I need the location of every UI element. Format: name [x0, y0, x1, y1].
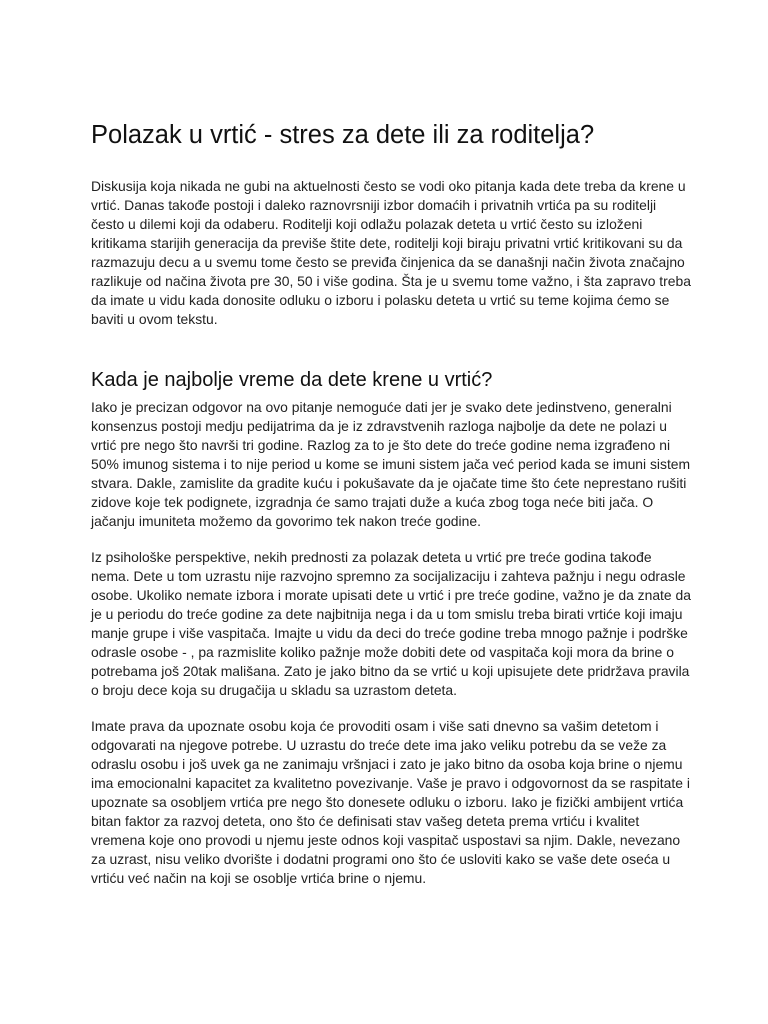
page-title: Polazak u vrtić - stres za dete ili za roditelja?	[91, 121, 595, 149]
section-heading: Kada je najbolje vreme da dete krene u vrtić?	[91, 369, 493, 391]
section-paragraph-2: Iz psihološke perspektive, nekih prednosti za polazak deteta u vrtić pre treće godina takođe nema. Dete u tom uzrastu nije razvojno spremno za socijalizaciju i zahteva pažnju i negu odrasle osobe. Ukoliko nemate izbora i morate upisati dete u vrtić i pre treće godine, važno je da znate da je u periodu do treće godine za dete najbitnija nega i da u tom smislu treba birati vrtiće koji imaju manje grupe i više vaspitača. Imajte u vidu da deci do treće godine treba mnogo pažnje i podrške odrasle osobe - , pa razmislite koliko pažnje može dobiti dete od vaspitača koji mora da brine o potrebama još 20tak mališana. Zato je jako bitno da se vrtić u koji upisujete dete pridržava pravila o broju dece koja su drugačija u skladu sa uzrastom deteta.	[91, 549, 691, 698]
section-paragraph-3: Imate prava da upoznate osobu koja će provoditi osam i više sati dnevno sa vašim detetom i odgovarati na njegove potrebe. U uzrastu do treće dete ima jako veliku potrebu da se veže za odraslu osobu i još uvek ga ne zanimaju vršnjaci i zato je jako bitno da osoba koja brine o njemu ima emocionalni kapacitet za kvalitetno povezivanje. Vaše je pravo i odgovornost da se raspitate i upoznate sa osobljem vrtića pre nego što donesete odluku o izboru. Iako je fizički ambijent vrtića bitan faktor za razvoj deteta, ono što će definisati stav vašeg deteta prema vrtiću i kvalitet vremena koje ono provodi u njemu jeste odnos koji vaspitač uspostavi sa njim. Dakle, nevezano za uzrast, nisu veliko dvorište i dodatni programi ono što će usloviti kako se vaše dete oseća u vrtiću već način na koji se osoblje vrtića brine o njemu.	[91, 718, 690, 886]
section-paragraph-1: Iako je precizan odgovor na ovo pitanje nemoguće dati jer je svako dete jedinstveno, generalni konsenzus postoji medju pedijatrima da je iz zdravstvenih razloga najbolje da dete ne polazi u vrtić pre nego što navrši tri godine. Razlog za to je što dete do treće godine nema izgrađeno ni 50% imunog sistema i to nije period u kome se imuni sistem jača već period kada se imuni sistem stvara. Dakle, zamislite da gradite kuću i pokušavate da je ojačate time što ćete neprestano rušiti zidove koje tek podignete, izgradnja će samo trajati duže a kuća zbog toga neće biti jača. O jačanju imuniteta možemo da govorimo tek nakon treće godine.	[91, 399, 691, 529]
intro-paragraph: Diskusija koja nikada ne gubi na aktuelnosti često se vodi oko pitanja kada dete treba da krene u vrtić. Danas takođe postoji i daleko raznovrsniji izbor domaćih i privatnih vrtića pa su roditelji često u dilemi koji da odaberu. Roditelji koji odlažu polazak deteta u vrtić često su izloženi kritikama starijih generacija da previše štite dete, roditelji koji biraju privatni vrtić kritikovani su da razmazuju decu a u svemu tome često se previđa činjenica da se današnji način života značajno razlikuje od načina života pre 30, 50 i više godina. Šta je u svemu tome važno, i šta zapravo treba da imate u vidu kada donosite odluku o izboru i polasku deteta u vrtić su teme kojima ćemo se baviti u ovom tekstu.	[91, 178, 691, 327]
